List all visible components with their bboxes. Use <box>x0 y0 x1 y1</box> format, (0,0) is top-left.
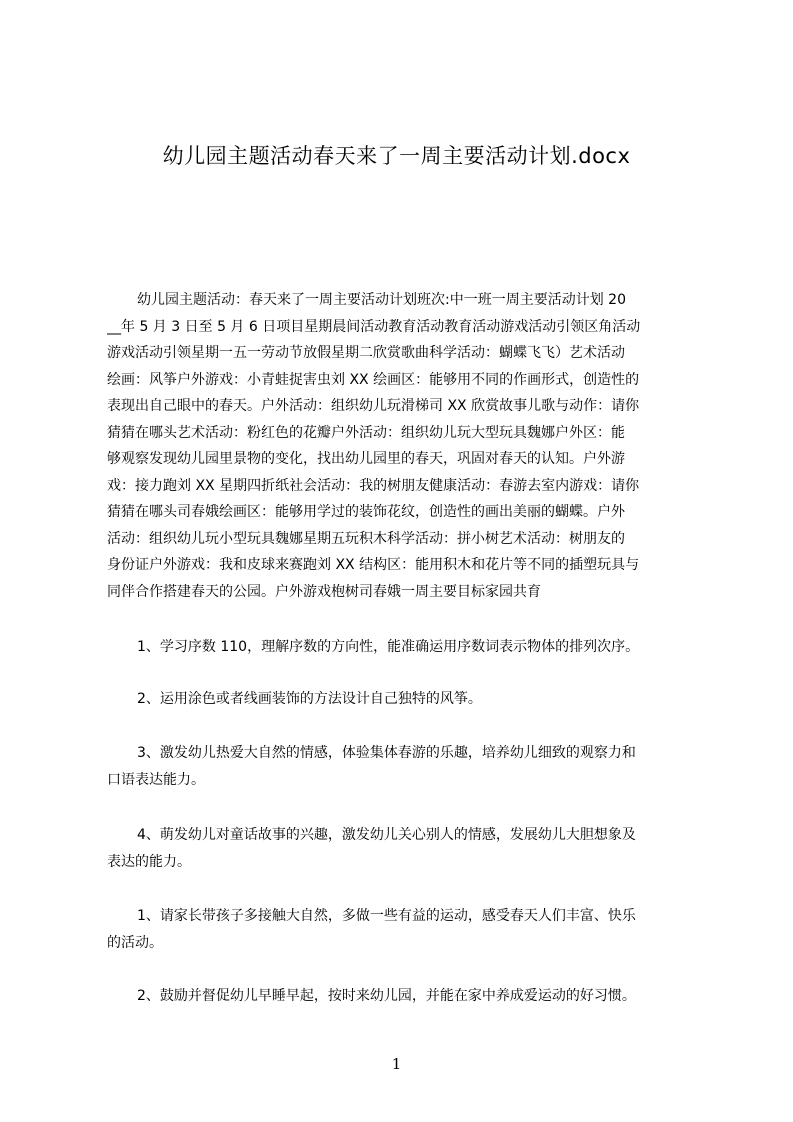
paragraph-line: 1、请家长带孩子多接触大自然，多做一些有益的运动，感受春天人们丰富、快乐 <box>137 908 636 924</box>
paragraph-line: 游戏活动引领星期一五一劳动节放假星期二欣赏歌曲科学活动：蝴蝶飞飞）艺术活动 <box>107 345 625 361</box>
paragraph-line: 1、学习序数 110，理解序数的方向性，能准确运用序数词表示物体的排列次序。 <box>137 639 640 655</box>
parent-item <box>107 983 700 1010</box>
paragraph-line: 绘画：风筝户外游戏：小青蛙捉害虫刘 XX 绘画区：能够用不同的作画形式，创造性的 <box>107 371 640 388</box>
paragraph-line: 2、运用涂色或者线画装饰的方法设计自己独特的风筝。 <box>137 691 482 707</box>
paragraph-line: 猜猜在哪头艺术活动：粉红色的花瓣户外活动：组织幼儿玩大型玩具魏娜户外区：能 <box>107 424 625 441</box>
paragraph-line: 同伴合作搭建春天的公园。户外游戏枹树司春娥一周主要目标家园共育 <box>107 583 541 600</box>
paragraph-line: 表达的能力。 <box>107 853 191 870</box>
intro-paragraph <box>107 287 700 605</box>
paragraph-line: 3、激发幼儿热爱大自然的情感，体验集体春游的乐趣，培养幼儿细致的观察力和 <box>137 745 636 761</box>
goal-item <box>107 686 700 713</box>
paragraph-line: 幼儿园主题活动：春天来了一周主要活动计划班次:中一班一周主要活动计划 20 <box>137 292 626 308</box>
document-title: 幼儿园主题活动春天来了一周主要活动计划.docx <box>162 144 631 168</box>
paragraph-line: 身份证户外游戏：我和皮球来赛跑刘 XX 结构区：能用积木和花片等不同的插塑玩具与 <box>107 557 640 573</box>
parent-item <box>107 903 700 956</box>
paragraph-line: 够观察发现幼儿园里景物的变化，找出幼儿园里的春天，巩固对春天的认知。户外游 <box>107 451 625 467</box>
paragraph-line: 2、鼓励并督促幼儿早睡早起，按时来幼儿园，并能在家中养成爱运动的好习惯。 <box>137 988 636 1004</box>
paragraph-line: 戏：接力跑刘 XX 星期四折纸社会活动：我的树朋友健康活动：春游去室内游戏：请你 <box>107 477 640 494</box>
paragraph-line: 表现出自己眼中的春天。户外活动：组织幼儿玩滑梯司 XX 欣赏故事儿歌与动作：请你 <box>107 398 640 414</box>
goal-item <box>107 740 700 793</box>
paragraph-line: 猜猜在哪头司春娥绘画区：能够用学过的装饰花纹，创造性的画出美丽的蝴蝶。户外 <box>107 504 625 520</box>
paragraph-line: 的活动。 <box>107 934 163 951</box>
goal-item <box>107 634 700 661</box>
goal-item <box>107 822 700 875</box>
page-number: 1 <box>391 1055 402 1073</box>
paragraph-line: 活动：组织幼儿玩小型玩具魏娜星期五玩积木科学活动：拼小树艺术活动：树朋友的 <box>107 530 625 547</box>
paragraph-line: 口语表达能力。 <box>107 771 205 788</box>
paragraph-line: __年 5 月 3 日至 5 月 6 日项目星期晨间活动教育活动教育活动游戏活动引领区角活动 <box>107 318 641 335</box>
paragraph-line: 4、萌发幼儿对童话故事的兴趣，激发幼儿关心别人的情感，发展幼儿大胆想象及 <box>137 827 636 843</box>
